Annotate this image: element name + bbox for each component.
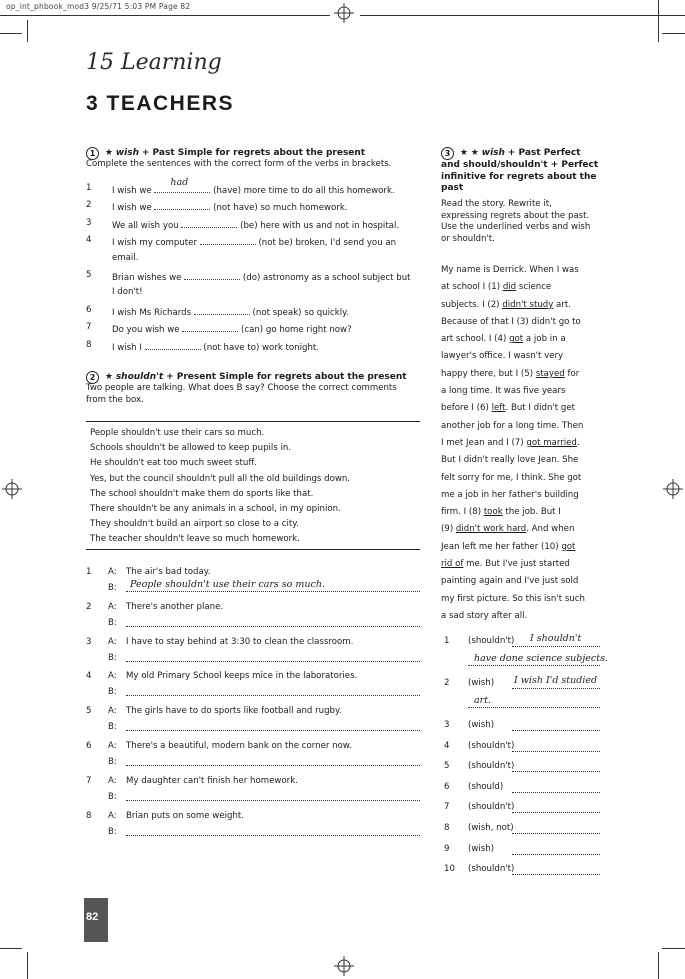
ex1-item-pre: Brian wishes we <box>112 273 182 283</box>
ex1-item <box>86 253 421 265</box>
underlined-verb: didn't study <box>502 299 554 310</box>
ex1-item-pre: I wish Ms Richards <box>112 307 192 318</box>
box-bottom-rule <box>86 549 420 550</box>
ex3-answer-item <box>444 761 604 782</box>
speaker-b-answer-line <box>126 685 420 696</box>
speaker-b-label: B: <box>108 791 117 802</box>
crop-mark-tr-h <box>662 33 685 34</box>
speaker-a-line: I have to stay behind at 3:30 to clean the classroom. <box>126 636 354 647</box>
ex3-heading-keyword: wish <box>481 148 505 158</box>
crop-mark-tl <box>27 20 28 42</box>
speaker-a-line: The air's bad today. <box>126 567 211 577</box>
printer-slug: op_int_phbook_mod3 9/25/71 5:03 PM Page 82 <box>6 2 191 11</box>
ex3-instr-4: or shouldn't. <box>441 233 495 244</box>
ex3-answer-cue: (wish) <box>468 843 495 854</box>
speaker-b-label: B: <box>108 583 117 593</box>
story-line: I met Jean and I (7) got married. <box>441 437 580 448</box>
box-comment: People shouldn't use their cars so much. <box>90 428 265 438</box>
speaker-b-answer-line <box>126 755 420 766</box>
ex3-answer-cue: (shouldn't) <box>468 740 515 751</box>
speaker-b-label: B: <box>108 757 117 767</box>
ex3-answer-line <box>512 782 600 793</box>
ex3-answer-cue: (shouldn't) <box>468 864 515 875</box>
story-line: at school I (1) did science <box>441 282 552 293</box>
speaker-a-label: A: <box>108 706 117 717</box>
ex1-item-text <box>112 253 138 264</box>
dialogue-item <box>86 567 421 597</box>
registration-mark-left <box>2 479 22 499</box>
ex1-item <box>86 340 421 352</box>
dialogue-item <box>86 811 421 841</box>
ex1-answer-blank <box>154 200 210 210</box>
crop-line-top <box>0 15 330 16</box>
ex3-answer-cue: (shouldn't) <box>468 761 515 772</box>
ex3-answer-number: 2 <box>444 678 450 688</box>
story-line: subjects. I (2) didn't study art. <box>441 299 571 310</box>
box-comment: There shouldn't be any animals in a school, in my opinion. <box>90 504 341 514</box>
ex3-answer-cue: (shouldn't) <box>468 802 515 813</box>
ex1-item-number: 8 <box>86 339 92 350</box>
crop-mark-br-h <box>662 948 685 949</box>
ex3-instr-2: expressing regrets about the past. <box>441 210 590 221</box>
crop-mark-tr <box>658 0 659 42</box>
ex1-item-pre: I wish we <box>112 203 152 214</box>
ex3-answer-item <box>444 741 604 762</box>
story-line: firm. I (8) took the job. But I <box>441 507 561 518</box>
dialogue-number: 6 <box>86 741 92 751</box>
ex3-answer-number: 3 <box>444 720 450 730</box>
ex1-item <box>86 235 421 247</box>
ex3-answer-line <box>512 741 600 752</box>
speaker-b-answer-line <box>126 651 420 662</box>
ex3-answer-number: 5 <box>444 761 450 772</box>
story-line: happy there, but I (5) stayed for <box>441 368 580 379</box>
story-line: lawyer's office. I wasn't very <box>441 351 564 362</box>
underlined-verb: took <box>483 507 503 518</box>
ex3-answer-cue: (shouldn't) <box>468 636 515 646</box>
box-comment: He shouldn't eat too much sweet stuff. <box>90 458 257 469</box>
ex1-item-text <box>112 177 395 197</box>
ex1-item-text <box>112 270 411 284</box>
ex1-item-pre: email. <box>112 252 139 263</box>
story-line: My name is Derrick. When I was <box>441 265 579 275</box>
dialogue-number: 7 <box>86 775 92 786</box>
ex3-heading-line2: and should/shouldn't + Perfect <box>441 160 599 170</box>
story-line: me a job in her father's building <box>441 489 579 500</box>
ex1-instruction: Complete the sentences with the correct form of the verbs in brackets. <box>86 159 392 169</box>
box-comment: Schools shouldn't be allowed to keep pupils in. <box>90 443 292 454</box>
speaker-b-answer-line <box>126 581 420 592</box>
ex1-item-post: (have) more time to do all this homework. <box>213 186 395 196</box>
ex2-number-badge: 2 <box>86 371 99 384</box>
dialogue-number: 3 <box>86 636 92 647</box>
ex1-answer-blank <box>145 340 201 350</box>
ex1-item-pre: I don't! <box>112 287 143 298</box>
ex2-stars: ★ <box>104 372 113 382</box>
speaker-a-line: The girls have to do sports like football and rugby. <box>126 706 342 717</box>
box-comment: The teacher shouldn't leave so much homework. <box>90 534 300 545</box>
ex1-item-text <box>112 218 399 232</box>
underlined-verb: got <box>509 334 524 345</box>
registration-mark-right <box>663 479 683 499</box>
ex3-answer-line <box>512 675 600 689</box>
ex3-answer-line <box>512 720 600 731</box>
ex3-answer-line <box>512 844 600 855</box>
ex3-number-badge: 3 <box>441 147 454 160</box>
ex1-item-text <box>112 287 143 298</box>
ex3-answer-cue: (wish) <box>468 720 495 730</box>
story-line: another job for a long time. Then <box>441 420 584 431</box>
underlined-verb: got married <box>526 437 577 448</box>
speaker-a-label: A: <box>108 601 117 612</box>
ex3-answer-line <box>512 633 600 647</box>
registration-mark-bottom <box>334 956 354 976</box>
ex1-item-post: (not be) broken, I'd send you an <box>258 238 397 249</box>
ex3-stars: ★ ★ <box>459 148 479 158</box>
ex3-answer-cue: (wish) <box>468 678 495 688</box>
dialogue-number: 4 <box>86 671 92 682</box>
ex1-item-pre: I wish we <box>112 186 152 196</box>
speaker-b-answer-line <box>126 720 420 731</box>
dialogue-item <box>86 637 421 667</box>
ex1-item-number: 5 <box>86 270 92 280</box>
ex3-answer-line <box>512 802 600 813</box>
ex1-handwritten-answer: had <box>170 177 189 188</box>
ex3-handwritten-answer-2: have done science subjects. <box>474 653 608 664</box>
ex1-item-number: 1 <box>86 183 92 193</box>
ex1-answer-blank <box>194 305 250 315</box>
ex3-answer-line <box>512 864 600 875</box>
ex1-item-number: 6 <box>86 304 92 315</box>
ex1-item <box>86 287 421 299</box>
unit-title: 15 Learning <box>86 50 222 75</box>
speaker-a-line: My old Primary School keeps mice in the laboratories. <box>126 671 358 682</box>
ex3-story <box>441 262 601 625</box>
ex1-item-text <box>112 200 348 214</box>
ex1-item <box>86 200 421 212</box>
speaker-a-label: A: <box>108 810 117 821</box>
ex1-item-text <box>112 340 319 354</box>
ex3-answer-line-2 <box>468 697 600 708</box>
speaker-a-label: A: <box>108 671 117 682</box>
story-line: But I didn't really love Jean. She <box>441 455 579 466</box>
ex1-heading-keyword: wish <box>115 148 139 158</box>
ex1-item-text <box>112 322 352 336</box>
box-top-rule <box>86 421 420 422</box>
crop-line-top-right <box>360 15 685 16</box>
ex1-item-post: (can) go home right now? <box>241 325 352 336</box>
crop-mark-br <box>658 952 659 979</box>
ex2-instruction: Two people are talking. What does B say? Choose the correct comments from the box. <box>86 383 397 405</box>
ex1-stars: ★ <box>104 148 113 158</box>
box-comment: The school shouldn't make them do sports like that. <box>90 488 314 499</box>
ex3-handwritten-answer-1: I wish I'd studied <box>514 675 598 686</box>
speaker-b-label: B: <box>108 617 117 628</box>
ex1-answer-blank <box>200 235 256 245</box>
ex2-heading-keyword: shouldn't <box>115 372 164 382</box>
dialogue-item <box>86 602 421 632</box>
crop-mark-bl <box>27 952 28 979</box>
handwritten-answer: People shouldn't use their cars so much. <box>130 579 326 590</box>
ex3-heading-line4: past <box>441 183 464 193</box>
ex3-answer-item <box>444 864 604 885</box>
ex3-answer-item <box>444 823 604 844</box>
speaker-a-label: A: <box>108 636 117 647</box>
ex1-answer-blank <box>181 218 237 228</box>
underlined-verb: rid of <box>441 559 464 570</box>
ex3-answer-number: 10 <box>444 864 455 875</box>
speaker-b-answer-line <box>126 825 420 836</box>
underlined-verb: did <box>502 282 517 293</box>
ex1-item <box>86 218 421 230</box>
ex1-item-number: 4 <box>86 235 92 246</box>
ex3-answer-item <box>444 802 604 823</box>
speaker-b-answer-line <box>126 790 420 801</box>
ex3-instruction <box>441 199 606 245</box>
ex3-answer-item <box>444 782 604 803</box>
ex1-item-post: (not have) so much homework. <box>213 203 348 214</box>
ex3-answer-number: 9 <box>444 843 450 854</box>
ex3-answer-number: 8 <box>444 823 450 833</box>
ex1-item <box>86 305 421 317</box>
ex1-item-number: 3 <box>86 217 92 228</box>
dialogue-item <box>86 776 421 806</box>
story-line: a long time. It was five years <box>441 386 566 397</box>
ex3-answer-number: 1 <box>444 636 450 646</box>
box-comment: Yes, but the council shouldn't pull all the old buildings down. <box>90 473 351 484</box>
underlined-verb: didn't work hard <box>455 524 527 535</box>
story-line: Jean left me her father (10) got <box>441 541 576 552</box>
box-comment: They shouldn't build an airport so close to a city. <box>90 519 299 530</box>
speaker-a-label: A: <box>108 567 117 577</box>
speaker-a-line: Brian puts on some weight. <box>126 810 245 821</box>
ex1-item-pre: Do you wish we <box>112 325 180 336</box>
ex1-item <box>86 177 421 196</box>
ex2-heading-text: + Present Simple for regrets about the present <box>166 372 407 382</box>
ex3-heading-line3: infinitive for regrets about the <box>441 171 597 182</box>
dialogue-number: 8 <box>86 810 92 821</box>
story-line: (9) didn't work hard. And when <box>441 524 575 535</box>
ex1-item-post: (be) here with us and not in hospital. <box>240 220 400 231</box>
ex1-item-post: (not have to) work tonight. <box>203 342 320 353</box>
ex3-answer-cue: (wish, not) <box>468 823 514 833</box>
ex1-item-text <box>112 305 349 319</box>
ex3-answer-line-2 <box>468 653 608 666</box>
lesson-title: 3 TEACHERS <box>86 92 235 115</box>
underlined-verb: left <box>491 403 506 414</box>
story-line: Because of that I (3) didn't go to <box>441 316 581 327</box>
ex1-answer-blank <box>154 177 210 193</box>
dialogue-item <box>86 706 421 736</box>
story-line: before I (6) left. But I didn't get <box>441 403 575 414</box>
ex3-heading <box>441 147 606 195</box>
story-line: painting again and I've just sold <box>441 576 579 587</box>
ex3-instr-3: Use the underlined verbs and wish <box>441 222 591 232</box>
ex1-answer-blank <box>184 270 240 280</box>
story-line: rid of me. But I've just started <box>441 559 570 570</box>
speaker-a-label: A: <box>108 741 117 751</box>
dialogue-number: 2 <box>86 601 92 612</box>
speaker-b-label: B: <box>108 687 117 698</box>
dialogue-item <box>86 741 421 771</box>
speaker-b-answer-line <box>126 616 420 627</box>
speaker-a-label: A: <box>108 775 117 786</box>
ex1-item-text <box>112 235 396 249</box>
dialogue-number: 1 <box>86 567 92 577</box>
ex3-answer-number: 4 <box>444 740 450 751</box>
speaker-a-line: There's a beautiful, modern bank on the corner now. <box>126 741 352 751</box>
underlined-verb: stayed <box>535 368 565 379</box>
ex1-item-pre: I wish I <box>112 342 142 353</box>
ex1-item <box>86 270 421 282</box>
ex3-answer-line <box>512 761 600 772</box>
ex3-heading-line1: + Past Perfect <box>507 148 581 158</box>
speaker-b-label: B: <box>108 652 117 663</box>
ex3-answer-item <box>444 633 608 676</box>
story-line: art school. I (4) got a job in a <box>441 334 566 345</box>
ex1-item-post: (not speak) so quickly. <box>252 307 349 318</box>
speaker-a-line: My daughter can't finish her homework. <box>126 775 298 786</box>
ex1-number-badge: 1 <box>86 147 99 160</box>
speaker-b-label: B: <box>108 826 117 837</box>
ex3-handwritten-answer-2: art. <box>474 695 492 706</box>
crop-mark-tl-h <box>0 33 22 34</box>
registration-mark-top <box>334 3 354 23</box>
ex3-answer-cue: (should) <box>468 781 504 792</box>
ex1-item <box>86 322 421 334</box>
story-line: felt sorry for me, I think. She got <box>441 472 582 483</box>
ex3-answer-item <box>444 844 604 865</box>
ex3-instr-1: Read the story. Rewrite it, <box>441 199 552 209</box>
ex1-item-number: 7 <box>86 322 92 333</box>
speaker-b-label: B: <box>108 722 117 733</box>
dialogue-number: 5 <box>86 706 92 717</box>
underlined-verb: got <box>561 541 576 552</box>
crop-mark-bl-h <box>0 948 22 949</box>
ex3-handwritten-answer-1: I shouldn't <box>530 633 582 644</box>
ex3-answer-line <box>512 823 600 834</box>
story-line: my first picture. So this isn't such <box>441 593 585 604</box>
ex3-answer-number: 7 <box>444 802 450 813</box>
ex1-answer-blank <box>182 322 238 332</box>
ex1-item-post: (do) astronomy as a school subject but <box>242 273 411 283</box>
ex3-answer-number: 6 <box>444 781 450 792</box>
ex3-answer-item <box>444 675 604 718</box>
story-line: a sad story after all. <box>441 610 528 621</box>
dialogue-item <box>86 671 421 701</box>
ex1-item-pre: I wish my computer <box>112 238 197 249</box>
ex1-heading-text: + Past Simple for regrets about the present <box>141 148 366 158</box>
page-number: 82 <box>86 911 99 923</box>
ex1-item-pre: We all wish you <box>112 220 179 231</box>
ex3-answer-item <box>444 720 604 741</box>
ex1-item-number: 2 <box>86 200 92 211</box>
speaker-a-line: There's another plane. <box>126 601 224 612</box>
